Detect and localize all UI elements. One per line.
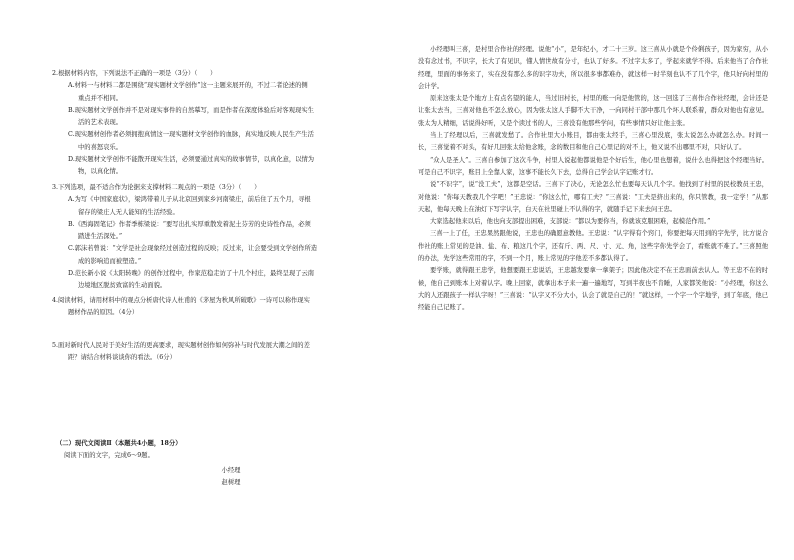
story-paragraph-4: “众人是圣人”。三喜自参加了这次斗争，村里人说起他都说他是个好后生，他心里也想着，说什么也得把这个经理当好。可是自己不识字，账目上全靠人家，这事不能长久下去，总得自己学会认字记账才行。 xyxy=(418,156,768,176)
q3-option-c-cont: 成的影响追而被塑造。” xyxy=(78,257,142,265)
story-paragraph-2: 原来这张太是个地方上有点名望的能人，当过旧村长，村里的账一向是他管的，这一回选了三喜作合作社经理，会计还是让张太去当，三喜对他也不怎么放心，因为张太这人手脚不大干净，一向同村干部中那几个坏人联系着，群众对他也有意见。张太为人精细，话说得好听，又是个读过书的人，三喜没有他那些学问，有些事情只好让他主张。 xyxy=(418,95,768,127)
q2-option-a: A.材料一与材料二都是围绕“现实题材文学创作”这一主题来展开的，不过二者论述的侧 xyxy=(68,82,308,90)
section-title: （二）现代文阅读Ⅱ（本题共4小题，18分） xyxy=(56,440,182,447)
question-2 xyxy=(52,68,402,179)
q2-option-b-cont: 活的艺术表现。 xyxy=(78,119,123,127)
question-5 xyxy=(52,340,402,365)
q3-option-d: D.范长新小说《太阳转晚》的创作过程中，作家范稳走访了十几个村庄，最终呈现了云南 xyxy=(68,270,315,278)
section-heading xyxy=(56,438,406,489)
q3-option-c: C.郭沫若曾说：“文学是社会现象经过创造过程的反映；反过来，让会要受到文学创作所造 xyxy=(68,245,318,253)
story-paragraph-8: 要学账，就得跟王忠学，他想要跟王忠说话，王忠越发要拿一拿架子；因此他决定不在王忠面前去认人。等王忠不在的时候，他自己到账本上对着认字。晚上回家，就拿出本子来一遍一遍地写，写到半夜也不肯睡，人家都笑他说：“小经理，你这么大的人还跟孩子一样认字呀！”三喜说：“认字又不分大小，认会了就是自己的！”就这样，一个字一个字地学，到了年底，他已经能自己记账了。 xyxy=(418,267,768,312)
question-3 xyxy=(52,182,402,293)
q3-option-b: B.《西海固笔记》作者季栋梁说：“要写出扎实厚重散发着泥土芬芳的史诗性作品，必须 xyxy=(68,220,311,228)
q3-stem: 3.下列选项，最不适合作为论据来支撑材料二观点的一项是（3分）（ ） xyxy=(52,184,261,191)
story-paragraph-1: 小经理叫三喜，是村里合作社的经理。说他“小”，是年纪小，才二十三岁。这三喜从小就是个伶俐孩子，因为家穷，从小没有念过书，不识字，长大了有见识，懂人情世故有分寸，也认了好多。不过字太多了，学起来就学不得。后来他当了合作社经理，里面的事务来了，实在没有那么多的识字功夫，所以很多事都难办，就这样一时半刻也认不了几个字，他只好向村里的会计学。 xyxy=(418,46,768,90)
q2-option-c: C.现实题材创作者必须拥抱真情这一现实题材文学创作的血脉，真实地反映人民生产生活 xyxy=(68,131,314,139)
story-paragraph-3: 当上了经理以后，三喜就发愁了。合作社里大小账目，都由张太经手，三喜心里没底，张太说怎么办就怎么办。时间一长，三喜觉着不对头，有好几回张太给他念账，念的数目和他自己心里记的对不上，他又说不出哪里不对，只好认了。 xyxy=(418,132,768,152)
story-author: 赵树理 xyxy=(221,478,241,486)
q3-option-d-cont: 边境地区脱贫致富的生动面貌。 xyxy=(78,282,167,290)
story-paragraph-7: 三喜一上了任，王忠果然跟他说，王忠也的确愿意教他。王忠说：“认字得有个窍门，你要把每天用到的字先学，比方说合作社的账上常见的是油、盐、布、粮这几个字，还有斤、两、尺、寸、元、角，这些字你先学会了，看账就不难了。”三喜照他的办法，先学这些常用的字，不到一个月，账上常见的字他差不多都认得了。 xyxy=(418,230,768,263)
q2-option-d-cont: 物，以真化情。 xyxy=(78,168,123,176)
q2-option-c-cont: 中的喜怒哀乐。 xyxy=(78,143,123,151)
q4-line-1: 4.阅读材料，请用材料中的观点分析唐代诗人杜甫的《茅屋为秋风所破歌》一诗可以称作现实 xyxy=(52,297,310,304)
story-paragraph-5: 说“不识字”，说“没工夫”，这都是空话。三喜下了决心，无论怎么忙也要每天认几个字。他找到了村里的民校教员王忠，对他说：“你每天教我几个字吧！”王忠说：“你这么忙，哪有工夫？”三喜说：“工夫是挤出来的，你只管教，我一定学！”从那天起，他每天晚上在油灯下写字认字，白天在社里碰上不认得的字，就随手记下来去问王忠。 xyxy=(418,181,768,213)
q2-option-b: B.现实题材文学创作并不是对现实事件的自然摹写，而是作者在深度体验后对客观现实生 xyxy=(68,106,314,114)
right-column xyxy=(418,44,768,315)
q3-option-a: A.为写《中国家庭状》，梁鸿带着儿子从北京回到家乡河南梁庄，前后住了五个月，寻根 xyxy=(68,196,311,204)
q5-line-2: 距？请结合材料谈谈你的看法。（6分） xyxy=(68,354,176,362)
q3-option-a-cont: 留存的梁庄人无人能知的生活经验。 xyxy=(78,208,179,216)
section-instruction: 阅读下面的文字，完成6～9题。 xyxy=(64,452,154,460)
q2-option-a-cont: 重点并不相同。 xyxy=(78,94,123,102)
q3-option-b-cont: 踏进生活深处。” xyxy=(78,233,123,241)
q2-stem: 2.根据材料内容，下列说法不正确的一项是（3分）（ ） xyxy=(52,70,217,77)
q4-line-2: 题材作品的原因。（4分） xyxy=(68,309,139,317)
q2-option-d: D.现实题材文学创作不能散开现实生活，必须要通过真实的故事情节，以真化意，以情为 xyxy=(68,156,315,164)
q5-line-1: 5.面对新时代人民对于美好生活的更高要求，现实题材创作如何弥补与时代发展大潮之间的差 xyxy=(52,342,310,349)
question-4 xyxy=(52,295,402,320)
story-paragraph-6: 大家选起他来以后，他也向支部提出困难，支部说：“都以为要你当，你就该克服困难，起模范作用。” xyxy=(430,218,711,226)
story-title: 小经理 xyxy=(221,466,241,474)
